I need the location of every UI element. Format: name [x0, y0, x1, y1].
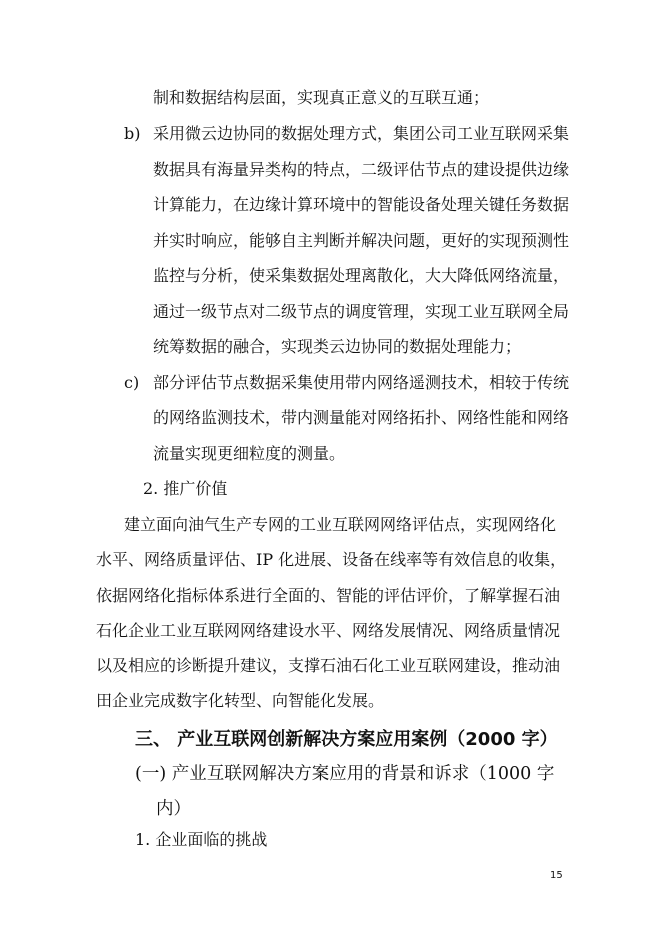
- paragraph-line-1: 建立面向油气生产专网的工业互联网网络评估点，实现网络化: [124, 515, 557, 534]
- item-b-line-5: 监控与分析，使采集数据处理离散化，大大降低网络流量，: [153, 266, 570, 285]
- item-b-line-7: 统筹数据的融合，实现类云边协同的数据处理能力；: [153, 337, 522, 356]
- subsection-heading-line-1: (一) 产业互联网解决方案应用的背景和诉求（1000 字: [135, 764, 555, 784]
- paragraph-line-6: 田企业完成数字化转型、向智能化发展。: [96, 691, 385, 710]
- paragraph-line-3: 依据网络化指标体系进行全面的、智能的评估评价，了解掌握石油: [96, 586, 561, 605]
- section-heading-3: 三、 产业互联网创新解决方案应用案例（2000 字）: [135, 729, 558, 750]
- paragraph-line-2: 水平、网络质量评估、IP 化进展、设备在线率等有效信息的收集，: [96, 550, 567, 569]
- continuation-line: 制和数据结构层面，实现真正意义的互联互通；: [153, 88, 490, 107]
- subsection-heading-line-2: 内）: [156, 799, 191, 819]
- item-c-line-3: 流量实现更细粒度的测量。: [153, 444, 346, 463]
- page-number: 15: [550, 870, 563, 881]
- subheading-enterprise-challenges: 1. 企业面临的挑战: [135, 830, 268, 849]
- paragraph-line-5: 以及相应的诊断提升建议，支撑石油石化工业互联网建设，推动油: [96, 656, 561, 675]
- item-c-marker: c): [124, 373, 140, 392]
- item-b-line-1: 采用微云边协同的数据处理方式，集团公司工业互联网采集: [153, 124, 570, 143]
- item-b-line-6: 通过一级节点对二级节点的调度管理，实现工业互联网全局: [153, 302, 570, 321]
- item-b-line-3: 计算能力，在边缘计算环境中的智能设备处理关键任务数据: [153, 195, 570, 214]
- item-c-line-2: 的网络监测技术，带内测量能对网络拓扑、网络性能和网络: [153, 408, 570, 427]
- item-b-marker: b): [124, 124, 141, 143]
- paragraph-line-4: 石化企业工业互联网网络建设水平、网络发展情况、网络质量情况: [96, 621, 561, 640]
- item-c-line-1: 部分评估节点数据采集使用带内网络遥测技术，相较于传统: [153, 373, 570, 392]
- item-b-line-4: 并实时响应，能够自主判断并解决问题，更好的实现预测性: [153, 231, 570, 250]
- item-b-line-2: 数据具有海量异类构的特点，二级评估节点的建设提供边缘: [153, 160, 570, 179]
- subheading-promotion-value: 2. 推广价值: [143, 479, 228, 498]
